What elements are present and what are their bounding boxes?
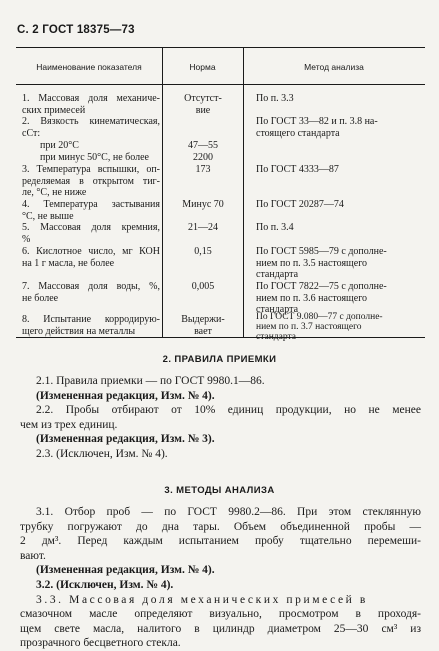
table-col-divider-2 [243, 47, 244, 337]
table-top-rule [16, 47, 425, 48]
table-row-1-norm: Отсутст- вие [184, 93, 222, 116]
table-row-3-norm: 173 [195, 164, 211, 175]
table-row-8-method: По ГОСТ 9.080—77 с дополне- нием по п. 3.7 настоящего стандарта [256, 312, 383, 342]
table-row-7-name: 7. Массовая доля воды, %, не более [22, 281, 160, 304]
table-row-8-norm: Выдержи- вает [181, 314, 225, 337]
table-header-rule [16, 84, 425, 85]
table-row-4-norm: Минус 70 [182, 199, 224, 210]
table-header-method: Метод анализа [304, 62, 364, 72]
table-row-5-name: 5. Массовая доля кремния, % [22, 222, 160, 245]
table-row-5-norm: 21—24 [188, 222, 218, 233]
table-row-4-name: 4. Температура застывания °С, не выше [22, 199, 160, 222]
section-2-title: 2. ПРАВИЛА ПРИЕМКИ [162, 354, 277, 365]
table-row-7-norm: 0,005 [191, 281, 215, 292]
section-3-title: 3. МЕТОДЫ АНАЛИЗА [164, 485, 275, 496]
section-2-body: 2.1. Правила приемки — по ГОСТ 9980.1—86. (Измененная редакция, Изм. № 4). 2.2. Пробы отбирают от 10% единиц продукции, но не менее чем из трех единиц. (Измененная редакция, Изм. № 3). 2.3. (Исключен, Изм. № 4). [20, 375, 421, 460]
section-3-body: 3.1. Отбор проб — по ГОСТ 9980.2—86. При этом стеклянную трубку погружают до дна тары. Объем объединенной пробы — 2 дм³. Перед каждым испытанием пробу тщательно перемеши- вают. (Измененная редакция, Изм. № 4). 3.2. (Исключен, Изм. № 4). 3.3. Массовая доля механических примесей в смазочном масле определяют визуально, просмотром в проходя- щем свете масла, налитого в цилиндр диаметром 25—30 см³ из прозрачного бесцветного стекла. [20, 506, 421, 650]
table-row-2-sub-norm: 47—55 2200 [188, 140, 218, 163]
table-header-name: Наименование показателя [36, 62, 142, 72]
table-row-3-method: По ГОСТ 4333—87 [256, 164, 339, 175]
table-row-4-method: По ГОСТ 20287—74 [256, 199, 344, 210]
table-row-1-name: 1. Массовая доля механиче- ских примесей [22, 93, 160, 116]
table-row-1-method: По п. 3.3 [256, 93, 294, 104]
table-row-6-name: 6. Кислотное число, мг КОН на 1 г масла, не более [22, 246, 160, 269]
table-header-norm: Норма [189, 62, 216, 72]
table-col-divider-1 [162, 47, 163, 337]
table-row-2-method: По ГОСТ 33—82 и п. 3.8 на- стоящего стандарта [256, 116, 378, 139]
table-row-2-name: 2. Вязкость кинематическая, сСт: [22, 116, 160, 139]
table-row-3-name: 3. Температура вспышки, оп- ределяемая в открытом тиг- ле, °С, не ниже [22, 164, 160, 198]
table-row-6-norm: 0,15 [194, 246, 212, 257]
table-row-8-name: 8. Испытание корродирую- щего действия на металлы [22, 314, 160, 337]
table-row-5-method: По п. 3.4 [256, 222, 294, 233]
table-row-7-method: По ГОСТ 7822—75 с дополне- нием по п. 3.6 настоящего стандарта [256, 281, 387, 315]
table-row-6-method: По ГОСТ 5985—79 с дополне- нием по п. 3.5 настоящего стандарта [256, 246, 387, 280]
table-row-2-sub-name: при 20°С при минус 50°С, не более [40, 140, 149, 163]
page-header: С. 2 ГОСТ 18375—73 [17, 24, 135, 36]
